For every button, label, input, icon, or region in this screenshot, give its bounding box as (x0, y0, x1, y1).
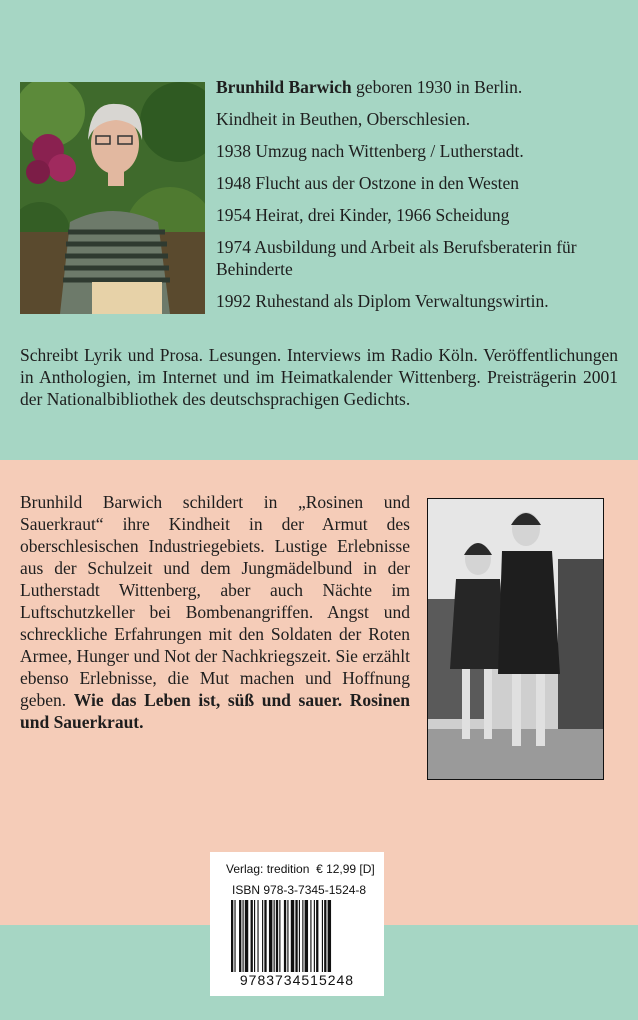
barcode-bar (322, 900, 323, 972)
barcode-bar (305, 900, 308, 972)
barcode-bar (269, 900, 272, 972)
barcode-bar (302, 900, 303, 972)
publisher-price-line (226, 862, 375, 876)
barcode-bar (316, 900, 318, 972)
barcode-bar (264, 900, 266, 972)
barcode-bar (299, 900, 300, 972)
barcode-bar (257, 900, 258, 972)
blurb-tagline: Wie das Leben ist, süß und sauer. Rosinen und Sauerkraut. (20, 690, 410, 732)
barcode-bar (324, 900, 326, 972)
author-bio (216, 76, 626, 322)
bio-line-name (216, 76, 626, 98)
works-paragraph: Schreibt Lyrik und Prosa. Lesungen. Interviews im Radio Köln. Veröffentlichungen in Anthologien, im Internet und im Heimatkalender Wittenberg. Preisträgerin 2001 der Nationalbibliothek des deutschsprachigen Gedichts. (20, 345, 618, 409)
barcode-bar (279, 900, 280, 972)
bio-line: 1954 Heirat, drei Kinder, 1966 Scheidung (216, 205, 510, 225)
barcode-bar (245, 900, 248, 972)
barcode-bar (231, 900, 233, 972)
girls-photo (427, 498, 604, 780)
isbn-text: ISBN 978-3-7345-1524-8 (232, 883, 367, 897)
bio-line: Kindheit in Beuthen, Oberschlesien. (216, 109, 471, 129)
barcode-bar (310, 900, 311, 972)
barcode-bar (295, 900, 297, 972)
barcode-bar (276, 900, 278, 972)
barcode-bar (287, 900, 288, 972)
barcode-bar (291, 900, 294, 972)
barcode-bar (243, 900, 244, 972)
bio-line: 1938 Umzug nach Wittenberg / Lutherstadt. (216, 141, 524, 161)
author-born: geboren 1930 in Berlin. (351, 77, 523, 97)
barcode-panel (210, 852, 384, 996)
author-photo (20, 82, 205, 314)
barcode-digits: 9783734515248 (239, 972, 355, 988)
barcode-bar (254, 900, 255, 972)
blurb-text: Brunhild Barwich schildert in „Rosinen und Sauerkraut“ ihre Kindheit in der Armut des oberschlesischen Industriegebiets. Lustige Erlebnisse aus der Schulzeit und dem Jungmädelbund in der Lutherstadt Wittenberg, aber auch Nächte im Luftschutzkeller bei Bombenangriffen. Angst und schreckliche Erfahrungen mit den Soldaten der Roten Armee, Hunger und Not der Nachkriegszeit. Sie erzählt ebenso Erlebnisse, die Mut machen und Hoffnung geben. (20, 492, 410, 710)
bio-line: 1974 Ausbildung und Arbeit als Berufsberaterin für Behinderte (216, 237, 577, 279)
bio-line: 1992 Ruhestand als Diplom Verwaltungswirtin. (216, 291, 549, 311)
barcode-bars (231, 900, 365, 972)
barcode-bar (284, 900, 286, 972)
barcode-bar (274, 900, 275, 972)
barcode-bar (314, 900, 315, 972)
publisher: Verlag: tredition (226, 862, 310, 876)
author-name: Brunhild Barwich (216, 77, 352, 97)
barcode-bar (251, 900, 253, 972)
barcode-bar (262, 900, 263, 972)
barcode-bar (234, 900, 235, 972)
book-blurb (20, 491, 410, 733)
bio-line: 1948 Flucht aus der Ostzone in den Westen (216, 173, 520, 193)
barcode-bar (328, 900, 331, 972)
price: € 12,99 [D] (316, 862, 375, 876)
barcode-bar (239, 900, 241, 972)
